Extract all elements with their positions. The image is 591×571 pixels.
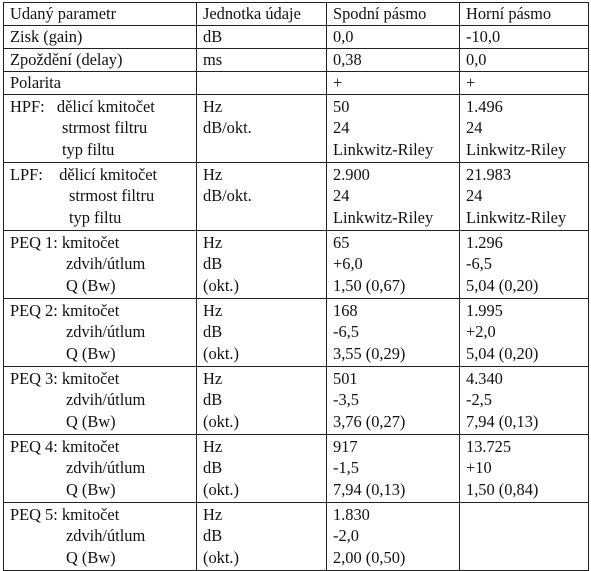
peq3-high-2: -2,5 xyxy=(466,390,492,410)
peq3-low-1: 501 xyxy=(333,369,358,388)
peq1-label-3: Q (Bw) xyxy=(66,275,116,295)
peq5-unit-3: (okt.) xyxy=(203,547,239,567)
lpf-label-2: strmost filtru xyxy=(69,186,155,206)
peq3-unit-3: (okt.) xyxy=(203,411,239,431)
peq1-low-cell xyxy=(327,231,460,299)
peq1-low-3: 1,50 (0,67) xyxy=(333,275,406,295)
table-row-peq4 xyxy=(4,435,589,503)
peq3-high-cell xyxy=(460,367,589,435)
peq2-label-2: zdvih/útlum xyxy=(66,322,146,342)
peq3-label-1: PEQ 3: kmitočet xyxy=(10,369,120,388)
peq4-low-1: 917 xyxy=(333,437,358,456)
polarity-low: + xyxy=(327,72,460,95)
hpf-high-1: 1.496 xyxy=(466,97,503,116)
hpf-label-1: dělicí kmitočet xyxy=(56,97,155,116)
lpf-label-3: typ filtu xyxy=(69,207,122,227)
peq2-unit-cell xyxy=(197,299,327,367)
peq5-unit-cell xyxy=(197,503,327,571)
peq5-label-3: Q (Bw) xyxy=(66,547,116,567)
peq3-high-1: 4.340 xyxy=(466,369,503,388)
peq4-high-2: +10 xyxy=(466,458,492,478)
lpf-high-cell xyxy=(460,163,589,231)
lpf-label-cell xyxy=(4,163,197,231)
peq4-label-1: PEQ 4: kmitočet xyxy=(10,437,120,456)
peq1-low-2: +6,0 xyxy=(333,254,363,274)
peq2-label-cell xyxy=(4,299,197,367)
polarity-label: Polarita xyxy=(4,72,197,95)
gain-unit: dB xyxy=(197,26,327,49)
hpf-low-3: Linkwitz-Riley xyxy=(333,139,434,159)
peq1-label-cell xyxy=(4,231,197,299)
lpf-low-3: Linkwitz-Riley xyxy=(333,207,434,227)
peq3-label-3: Q (Bw) xyxy=(66,411,116,431)
peq4-unit-1: Hz xyxy=(203,437,223,456)
peq4-label-3: Q (Bw) xyxy=(66,479,116,499)
peq4-unit-cell xyxy=(197,435,327,503)
hpf-prefix: HPF: xyxy=(10,97,45,116)
peq1-unit-2: dB xyxy=(203,254,223,274)
peq1-high-1: 1.296 xyxy=(466,233,503,252)
peq1-label-2: zdvih/útlum xyxy=(66,254,146,274)
table-row-peq1 xyxy=(4,231,589,299)
peq2-low-1: 168 xyxy=(333,301,358,320)
lpf-high-1: 21.983 xyxy=(466,165,512,184)
peq4-high-1: 13.725 xyxy=(466,437,512,456)
lpf-low-2: 24 xyxy=(333,186,350,206)
peq1-high-cell xyxy=(460,231,589,299)
table-row-delay xyxy=(4,49,589,72)
peq5-high-3 xyxy=(466,547,588,568)
peq1-high-3: 5,04 (0,20) xyxy=(466,275,539,295)
table-row-peq5 xyxy=(4,503,589,571)
hpf-unit-cell xyxy=(197,95,327,163)
peq3-low-cell xyxy=(327,367,460,435)
peq2-unit-3: (okt.) xyxy=(203,343,239,363)
peq4-low-cell xyxy=(327,435,460,503)
peq3-low-2: -3,5 xyxy=(333,390,359,410)
peq2-high-1: 1.995 xyxy=(466,301,503,320)
peq5-unit-2: dB xyxy=(203,526,223,546)
parameter-table xyxy=(3,2,589,571)
peq3-label-cell xyxy=(4,367,197,435)
peq4-high-cell xyxy=(460,435,589,503)
header-low-band: Spodní pásmo xyxy=(327,3,460,26)
hpf-low-cell xyxy=(327,95,460,163)
lpf-low-cell xyxy=(327,163,460,231)
hpf-label-3: typ filtu xyxy=(62,139,115,159)
lpf-unit-2: dB/okt. xyxy=(203,186,252,206)
peq5-low-2: -2,0 xyxy=(333,526,359,546)
hpf-high-2: 24 xyxy=(466,118,483,138)
table-row-hpf xyxy=(4,95,589,163)
hpf-low-1: 50 xyxy=(333,97,350,116)
peq5-high-cell xyxy=(460,503,589,571)
delay-label: Zpoždění (delay) xyxy=(4,49,197,72)
lpf-high-2: 24 xyxy=(466,186,483,206)
peq1-unit-3: (okt.) xyxy=(203,275,239,295)
peq2-unit-1: Hz xyxy=(203,301,223,320)
peq4-low-2: -1,5 xyxy=(333,458,359,478)
peq3-low-3: 3,76 (0,27) xyxy=(333,411,406,431)
peq3-high-3: 7,94 (0,13) xyxy=(466,411,539,431)
table-row-gain xyxy=(4,26,589,49)
hpf-unit-3 xyxy=(203,139,326,160)
peq1-unit-1: Hz xyxy=(203,233,223,252)
lpf-high-3: Linkwitz-Riley xyxy=(466,207,567,227)
hpf-high-cell xyxy=(460,95,589,163)
hpf-label-cell xyxy=(4,95,197,163)
peq5-low-1: 1.830 xyxy=(333,505,370,524)
hpf-low-2: 24 xyxy=(333,118,350,138)
table-row-peq2 xyxy=(4,299,589,367)
gain-low: 0,0 xyxy=(327,26,460,49)
peq3-unit-1: Hz xyxy=(203,369,223,388)
hpf-line-1 xyxy=(10,96,196,117)
peq5-low-cell xyxy=(327,503,460,571)
peq2-high-cell xyxy=(460,299,589,367)
peq3-unit-2: dB xyxy=(203,390,223,410)
polarity-high: + xyxy=(460,72,589,95)
lpf-label-1: dělicí kmitočet xyxy=(59,165,158,184)
lpf-prefix: LPF: xyxy=(10,165,43,184)
hpf-label-2: strmost filtru xyxy=(62,118,148,138)
peq2-low-2: -6,5 xyxy=(333,322,359,342)
table-row-peq3 xyxy=(4,367,589,435)
peq2-high-2: +2,0 xyxy=(466,322,496,342)
lpf-low-1: 2.900 xyxy=(333,165,370,184)
peq4-label-cell xyxy=(4,435,197,503)
peq2-low-3: 3,55 (0,29) xyxy=(333,343,406,363)
hpf-unit-1: Hz xyxy=(203,97,223,116)
peq5-high-2 xyxy=(466,525,588,546)
peq5-label-2: zdvih/útlum xyxy=(66,526,146,546)
header-parameter: Udaný parametr xyxy=(4,3,197,26)
hpf-unit-2: dB/okt. xyxy=(203,118,252,138)
peq5-label-1: PEQ 5: kmitočet xyxy=(10,505,120,524)
peq4-label-2: zdvih/útlum xyxy=(66,458,146,478)
peq5-label-cell xyxy=(4,503,197,571)
peq5-high-1 xyxy=(466,504,588,525)
peq5-unit-1: Hz xyxy=(203,505,223,524)
peq2-low-cell xyxy=(327,299,460,367)
table-row-lpf xyxy=(4,163,589,231)
lpf-unit-cell xyxy=(197,163,327,231)
peq4-unit-2: dB xyxy=(203,458,223,478)
table-row-polarity xyxy=(4,72,589,95)
gain-label: Zisk (gain) xyxy=(4,26,197,49)
hpf-high-3: Linkwitz-Riley xyxy=(466,139,567,159)
peq4-high-3: 1,50 (0,84) xyxy=(466,479,539,499)
polarity-unit xyxy=(197,72,327,95)
lpf-unit-3 xyxy=(203,207,326,228)
peq3-label-2: zdvih/útlum xyxy=(66,390,146,410)
peq4-low-3: 7,94 (0,13) xyxy=(333,479,406,499)
peq5-low-3: 2,00 (0,50) xyxy=(333,547,406,567)
peq1-label-1: PEQ 1: kmitočet xyxy=(10,233,120,252)
header-unit: Jednotka údaje xyxy=(197,3,327,26)
delay-high: 0,0 xyxy=(460,49,589,72)
gain-high: -10,0 xyxy=(460,26,589,49)
peq2-unit-2: dB xyxy=(203,322,223,342)
delay-low: 0,38 xyxy=(327,49,460,72)
peq2-label-1: PEQ 2: kmitočet xyxy=(10,301,120,320)
peq1-low-1: 65 xyxy=(333,233,350,252)
header-row xyxy=(4,3,589,26)
peq1-unit-cell xyxy=(197,231,327,299)
peq2-label-3: Q (Bw) xyxy=(66,343,116,363)
lpf-unit-1: Hz xyxy=(203,165,223,184)
peq1-high-2: -6,5 xyxy=(466,254,492,274)
peq4-unit-3: (okt.) xyxy=(203,479,239,499)
delay-unit: ms xyxy=(197,49,327,72)
header-high-band: Horní pásmo xyxy=(460,3,589,26)
lpf-line-1 xyxy=(10,164,196,185)
peq2-high-3: 5,04 (0,20) xyxy=(466,343,539,363)
peq3-unit-cell xyxy=(197,367,327,435)
